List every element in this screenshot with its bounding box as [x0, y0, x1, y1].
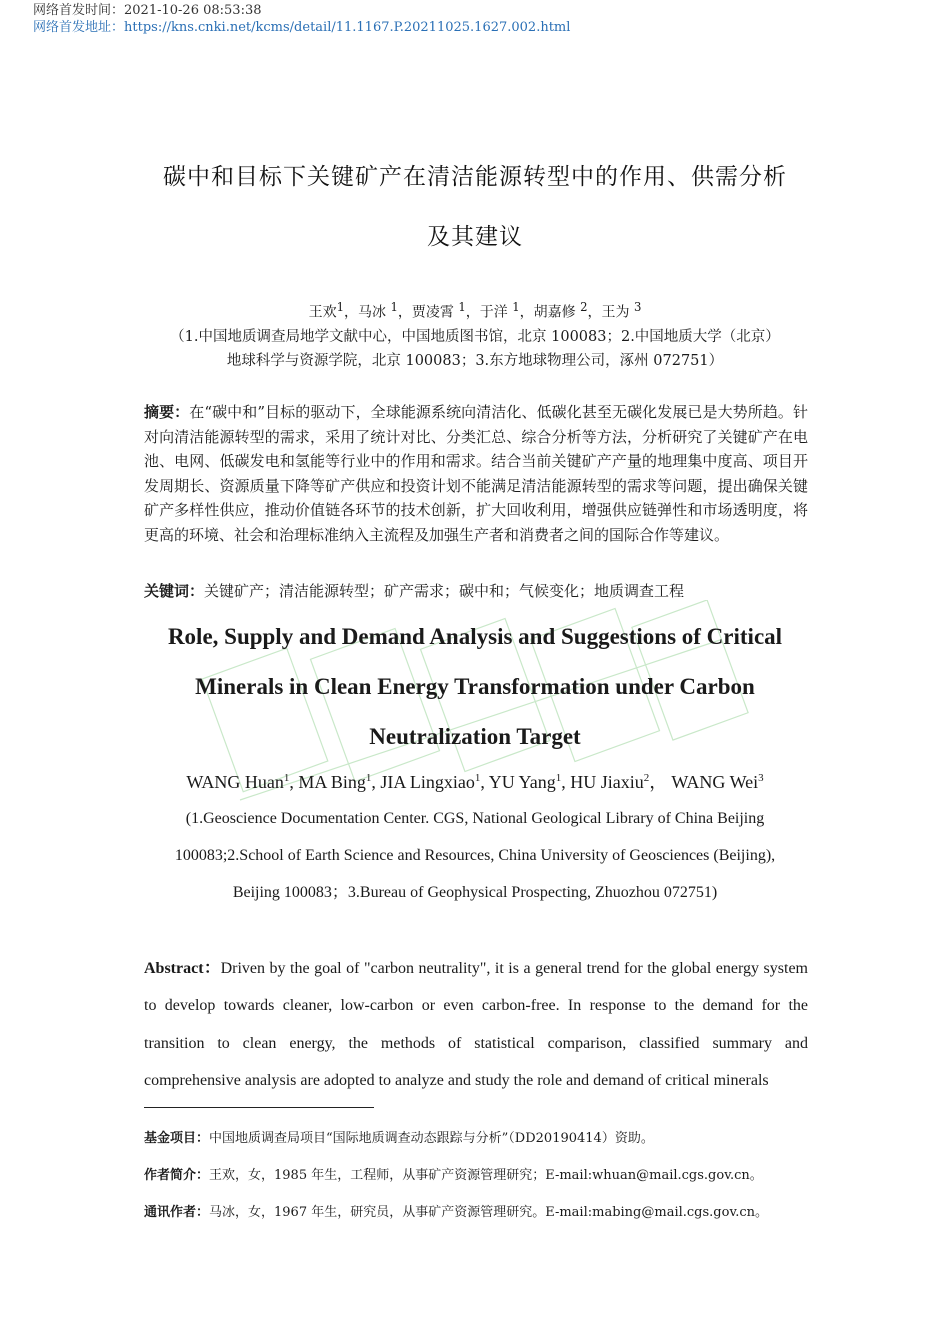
author-name: ，于洋	[465, 304, 513, 321]
abstract-cn-text: 在“碳中和”目标的驱动下，全球能源系统向清洁化、低碳化甚至无碳化发展已是大势所趋。针对向清洁能源转型的需求，采用了统计对比、分类汇总、综合分析等方法，分析研究了关键矿产在电池、电网、低碳发电和氢能等行业中的作用和需求。结合当前关键矿产产量的地理集中度高、项目开发周期长、资源质量下降等矿产供应和投资计划不能满足清洁能源转型的需求等问题，提出确保关键矿产多样性供应，推动价值链各环节的技术创新，扩大回收利用，增强供应链弹性和市场透明度，将更高的环境、社会和治理标准纳入主流程及加强生产者和消费者之间的国际合作等建议。	[144, 403, 808, 544]
author-affil-sup: 2	[580, 300, 588, 314]
affil-cn-line1: （1.中国地质调查局地学文献中心，中国地质图书馆，北京 100083；2.中国地质大学（北京）	[170, 329, 780, 345]
abstract-en	[144, 950, 808, 1099]
title-cn-line1: 碳中和目标下关键矿产在清洁能源转型中的作用、供需分析	[163, 164, 787, 190]
author-name: 王欢	[308, 304, 337, 321]
authors-en	[0, 768, 950, 794]
author-affil-sup: 1	[283, 772, 290, 784]
author-name: , HU Jiaxiu	[561, 772, 644, 792]
affiliations-en	[155, 800, 795, 911]
affiliations-cn	[0, 325, 950, 373]
title-en-line2: Minerals in Clean Energy Transformation under Carbon	[195, 674, 755, 699]
publish-time-label: 网络首发时间：	[33, 3, 125, 18]
author-name: , JIA Lingxiao	[371, 772, 475, 792]
author-affil-sup: 3	[758, 772, 764, 784]
author-affil-sup: 1	[390, 300, 398, 314]
author-affil-sup: 1	[336, 300, 345, 314]
author-name: , MA Bing	[289, 772, 366, 792]
author-affil-sup: 1	[474, 772, 481, 784]
corresponding-label: 通讯作者：	[144, 1205, 210, 1220]
keywords-cn-label: 关键词：	[144, 582, 205, 600]
publish-address-label: 网络首发地址：	[33, 20, 125, 35]
publish-address-link[interactable]: https://kns.cnki.net/kcms/detail/11.1167.P.20211025.1627.002.html	[124, 20, 571, 35]
footnote-corresponding	[144, 1201, 808, 1220]
author-affil-sup: 1	[555, 772, 562, 784]
fund-label: 基金项目：	[144, 1131, 210, 1146]
title-en-line1: Role, Supply and Demand Analysis and Suggestions of Critical	[167, 624, 783, 649]
author-name: ，贾凌霄	[397, 304, 459, 321]
author-affil-sup: 1	[365, 772, 372, 784]
title-en-line3: Neutralization Target	[369, 724, 581, 749]
author-name: ，马冰	[344, 304, 391, 321]
publish-time-row	[33, 2, 570, 19]
abstract-cn	[144, 400, 808, 547]
affil-en-line2: 100083;2.School of Earth Science and Resources, China University of Geosciences (Beijing),	[174, 847, 776, 864]
author-affil-sup: 2	[643, 772, 650, 784]
author-affil-sup: 1	[512, 300, 520, 314]
footnote-fund	[144, 1127, 808, 1146]
keywords-cn-text: 关键矿产；清洁能源转型；矿产需求；碳中和；气候变化；地质调查工程	[204, 582, 685, 600]
publish-time-value: 2021-10-26 08:53:38	[124, 3, 262, 18]
publish-address-row	[33, 19, 570, 36]
abstract-cn-label: 摘要：	[144, 403, 190, 421]
title-cn-line2: 及其建议	[427, 224, 523, 250]
author-name: ，胡嘉修	[519, 304, 581, 321]
author-affil-sup: 1	[458, 300, 466, 314]
title-en	[0, 612, 950, 762]
author-affil-sup: 3	[633, 300, 642, 314]
affil-en-line3: Beijing 100083；3.Bureau of Geophysical Prospecting, Zhuozhou 072751)	[232, 884, 718, 901]
author-bio-label: 作者简介：	[144, 1168, 210, 1183]
author-name: ， WANG Wei	[649, 772, 759, 792]
author-name: ，王为	[587, 304, 634, 321]
authors-cn	[0, 300, 950, 322]
affil-en-line1: (1.Geoscience Documentation Center. CGS, National Geological Library of China Beijing	[185, 810, 765, 827]
corresponding-text: 马冰，女，1967 年生，研究员，从事矿产资源管理研究。E-mail:mabing@mail.cgs.gov.cn。	[209, 1205, 769, 1220]
fund-text: 中国地质调查局项目“国际地质调查动态跟踪与分析”（DD20190414）资助。	[209, 1131, 654, 1146]
author-name: , YU Yang	[480, 772, 556, 792]
keywords-cn	[144, 580, 808, 601]
author-bio-text: 王欢，女，1985 年生，工程师，从事矿产资源管理研究；E-mail:whuan@mail.cgs.gov.cn。	[209, 1168, 763, 1183]
publication-meta	[33, 2, 570, 36]
affil-cn-line2: 地球科学与资源学院，北京 100083；3.东方地球物理公司，涿州 072751）	[226, 353, 724, 369]
abstract-en-text: Driven by the goal of "carbon neutrality", it is a general trend for the global energy system to develop towards cleaner, low-carbon or even carbon-free. In response to the demand for the transition to clean energy, the methods of statistical comparison, classified summary and comprehensive analysis are adopted to analyze and study the role and demand of critical minerals	[144, 960, 808, 1089]
footnote-author	[144, 1164, 808, 1183]
author-name: WANG Huan	[186, 772, 284, 792]
footnote-divider	[144, 1107, 374, 1108]
abstract-en-label: Abstract：	[144, 960, 221, 977]
